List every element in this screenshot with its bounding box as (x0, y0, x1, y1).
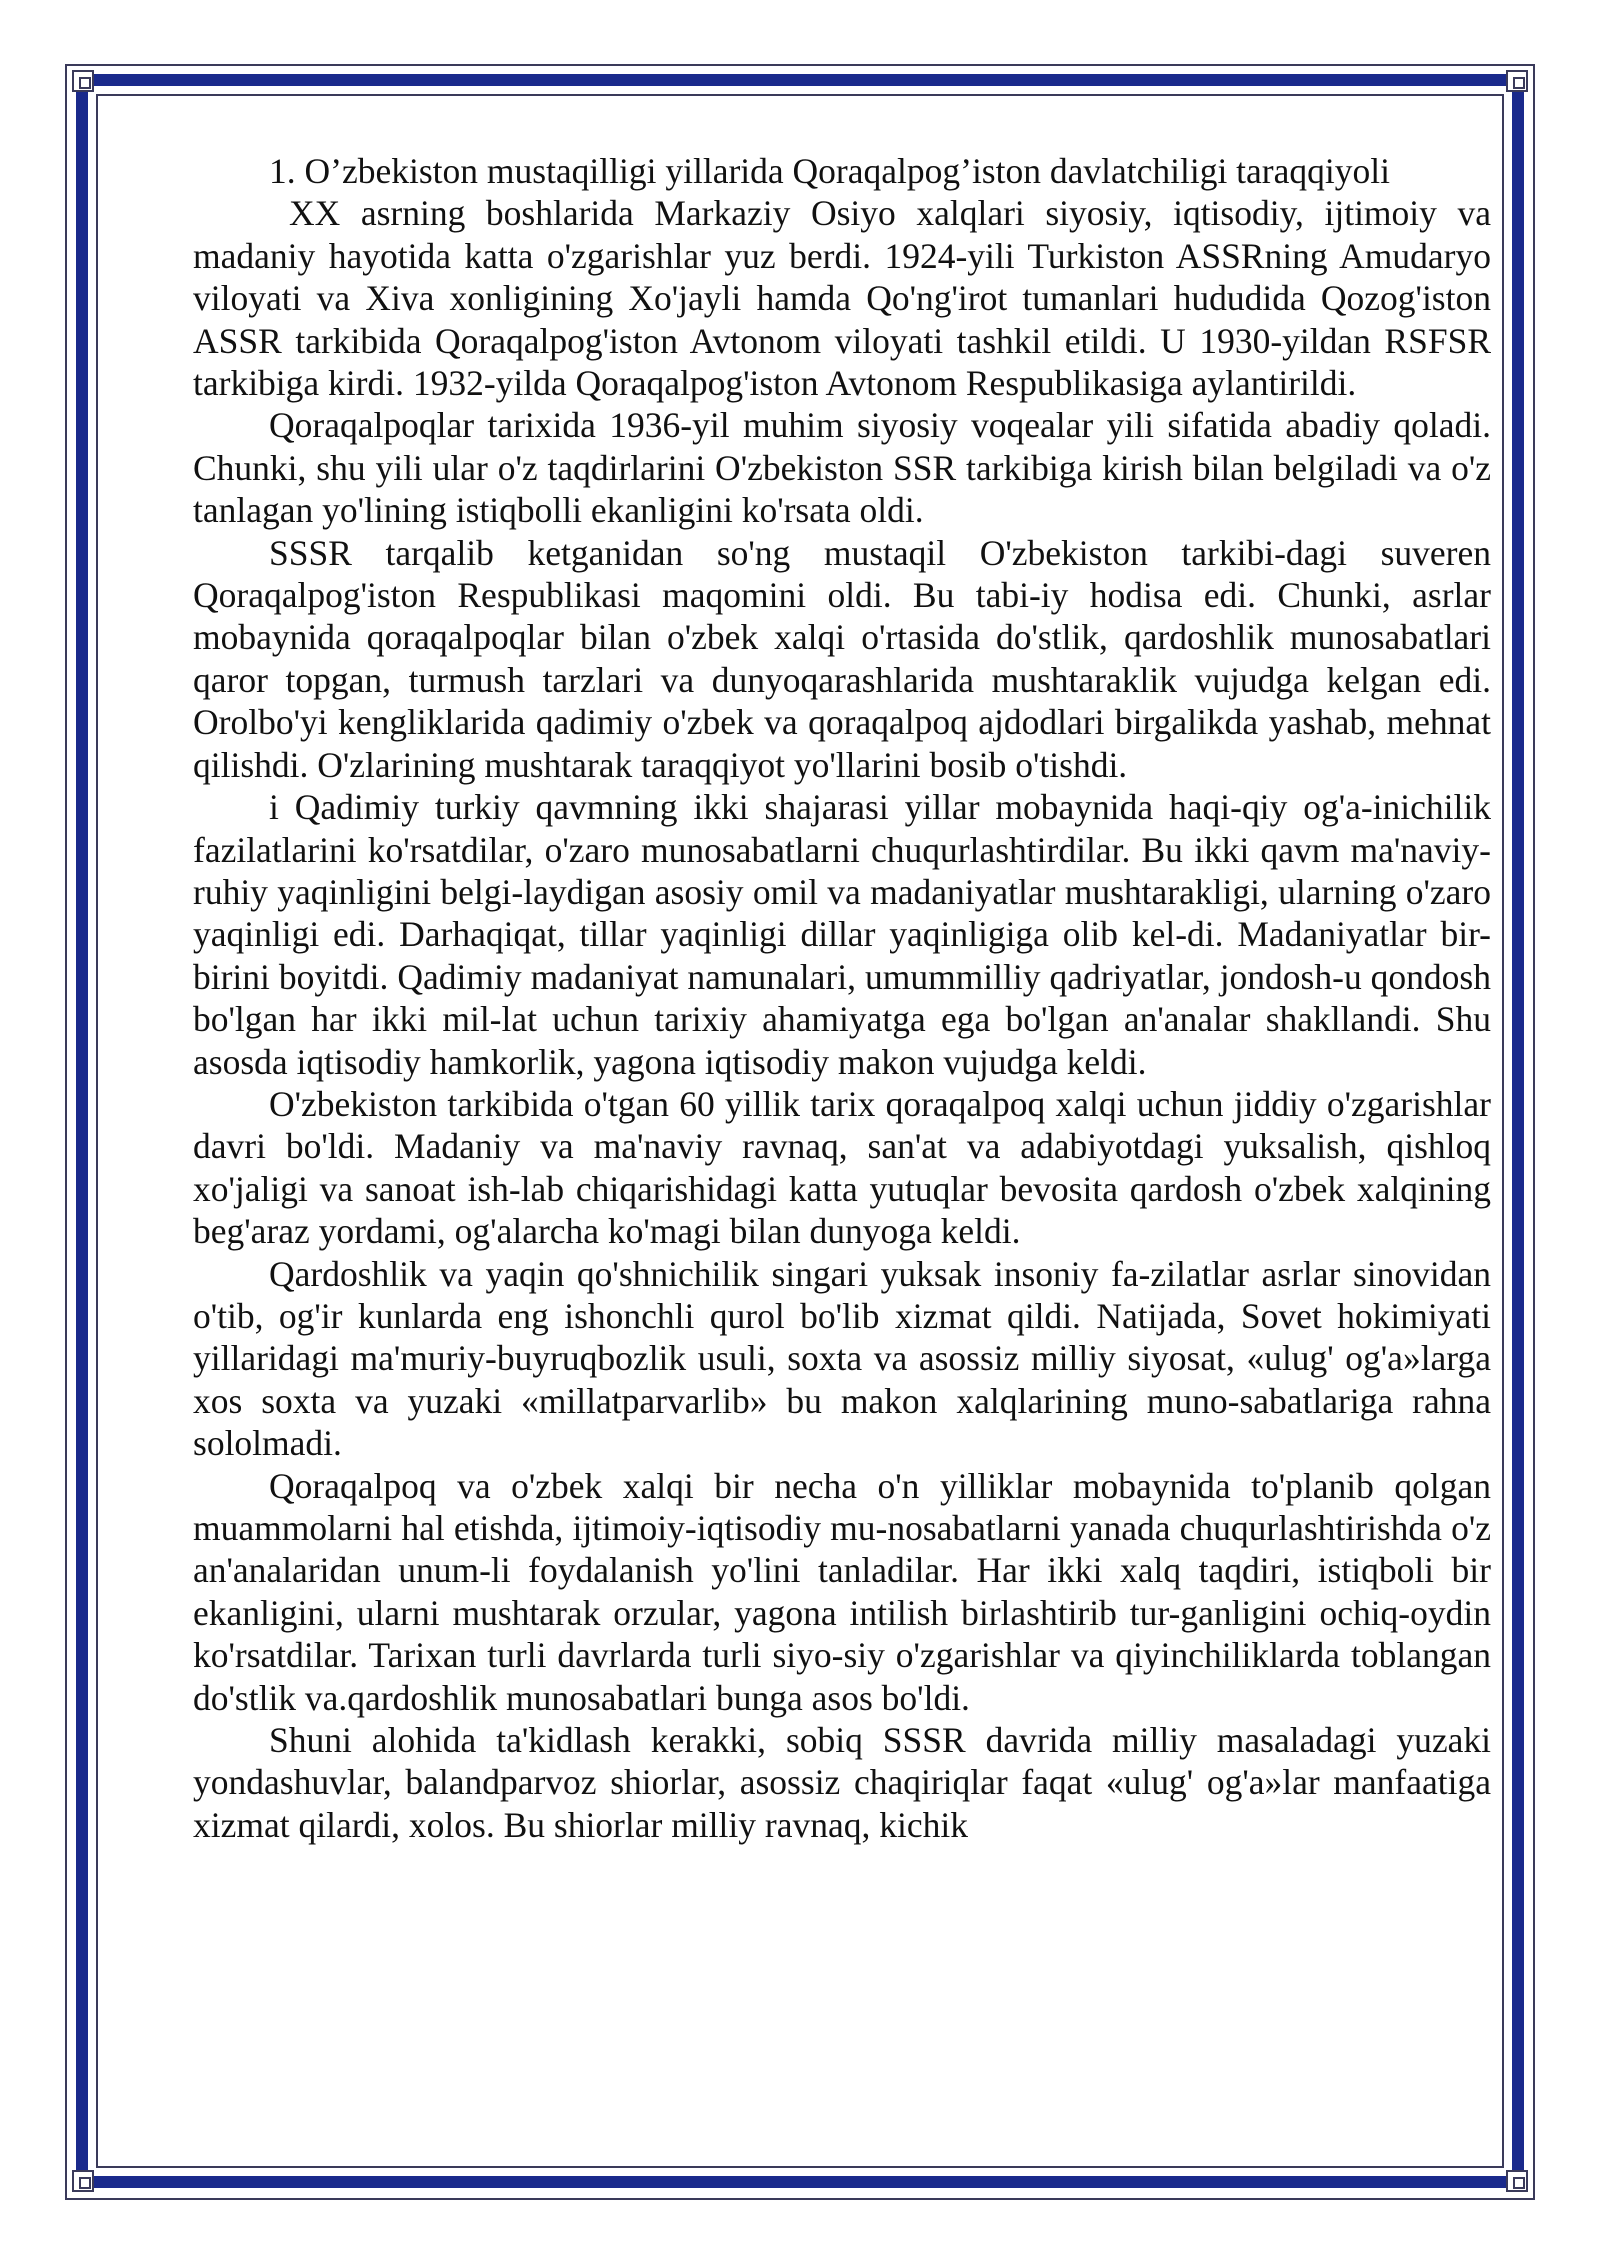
document-body (193, 150, 1491, 1846)
paragraph-8: Shuni alohida ta'kidlash kerakki, sobiq SSSR davrida milliy masaladagi yuzaki yondashuvlar, balandparvoz shiorlar, asossiz chaqiriqlar faqat «ulug' og'a»lar manfaatiga xizmat qilardi, xolos. Bu shiorlar milliy ravnaq, kichik (193, 1720, 1491, 1845)
corner-ornament-top-right (1506, 70, 1528, 92)
paragraph-1: XX asrning boshlarida Markaziy Osiyo xalqlari siyosiy, iqtisodiy, ijtimoiy va madaniy hayotida katta o'zgarishlar yuz berdi. 1924-yili Turkiston ASSRning Amudaryo viloyati va Xiva xonligining Xo'jayli hamda Qo'ng'irot tumanlari hududida Qozog'iston ASSR tarkibida Qoraqalpog'iston Avtonom viloyati tashkil etildi. U 1930-yildan RSFSR tarkibiga kirdi. 1932-yilda Qoraqalpog'iston Avtonom Respublikasiga aylantirildi. (193, 193, 1491, 404)
corner-ornament-bottom-left (72, 2170, 94, 2192)
paragraph-7: Qoraqalpoq va o'zbek xalqi bir necha o'n yilliklar mobaynida to'planib qolgan muammolarni hal etishda, ijtimoiy-iqtisodiy mu-nosabatlarni yanada chuqurlashtirishda o'z an'analaridan unum-li foydalanish yo'lini tanladilar. Har ikki xalq taqdiri, istiqboli bir ekanligini, ularni mushtarak orzular, yagona intilish birlashtirib tur-ganligini ochiq-oydin ko'rsatdilar. Tarixan turli davrlarda turli siyo-siy o'zgarishlar va qiyinchiliklarda toblangan do'stlik va.qardoshlik munosabatlari bunga asos bo'ldi. (193, 1465, 1491, 1718)
paragraph-4: i Qadimiy turkiy qavmning ikki shajarasi yillar mobaynida haqi-qiy og'a-inichilik fazilatlarini ko'rsatdilar, o'zaro munosabatlarni chuqurlashtirdilar. Bu ikki qavm ma'naviy-ruhiy yaqinligini belgi-laydigan asosiy omil va madaniyatlar mushtarakligi, ularning o'zaro yaqinligi edi. Darhaqiqat, tillar yaqinligi dillar yaqinligiga olib kel-di. Madaniyatlar bir-birini boyitdi. Qadimiy madaniyat namunalari, umummilliy qadriyatlar, jondosh-u qondosh bo'lgan har ikki mil-lat uchun tarixiy ahamiyatga ega bo'lgan an'analar shakllandi. Shu asosda iqtisodiy hamkorlik, yagona iqtisodiy makon vujudga keldi. (193, 787, 1491, 1082)
corner-ornament-top-left (72, 70, 94, 92)
paragraph-3: SSSR tarqalib ketganidan so'ng mustaqil O'zbekiston tarkibi-dagi suveren Qoraqalpog'iston Respublikasi maqomini oldi. Bu tabi-iy hodisa edi. Chunki, asrlar mobaynida qoraqalpoqlar bilan o'zbek xalqi o'rtasida do'stlik, qardoshlik munosabatlari qaror topgan, turmush tarzlari va dunyoqarashlarida mushtaraklik vujudga kelgan edi. Orolbo'yi kengliklarida qadimiy o'zbek va qoraqalpoq ajdodlari birgalikda yashab, mehnat qilishdi. O'zlarining mushtarak taraqqiyot yo'llarini bosib o'tishdi. (193, 532, 1491, 785)
corner-ornament-bottom-right (1506, 2170, 1528, 2192)
paragraph-6: Qardoshlik va yaqin qo'shnichilik singari yuksak insoniy fa-zilatlar asrlar sinovidan o'tib, og'ir kunlarda eng ishonchli qurol bo'lib xizmat qildi. Natijada, Sovet hokimiyati yillaridagi ma'muriy-buyruqbozlik usuli, soxta va asossiz milliy siyosat, «ulug' og'a»larga xos soxta va yuzaki «millatparvarlib» bu makon xalqlarining muno-sabatlariga rahna sololmadi. (193, 1253, 1491, 1464)
section-heading: 1. O’zbekiston mustaqilligi yillarida Qoraqalpog’iston davlatchiligi taraqqiyoli (269, 151, 1390, 191)
paragraph-2: Qoraqalpoqlar tarixida 1936-yil muhim siyosiy voqealar yili sifatida abadiy qoladi. Chunki, shu yili ular o'z taqdirlarini O'zbekiston SSR tarkibiga kirish bilan belgiladi va o'z tanlagan yo'lining istiqbolli ekanligini ko'rsata oldi. (193, 405, 1491, 531)
paragraph-5: O'zbekiston tarkibida o'tgan 60 yillik tarix qoraqalpoq xalqi uchun jiddiy o'zgarishlar davri bo'ldi. Madaniy va ma'naviy ravnaq, san'at va adabiyotdagi yuksalish, qishloq xo'jaligi va sanoat ish-lab chiqarishidagi katta yutuqlar bevosita qardosh o'zbek xalqining beg'araz yordami, og'alarcha ko'magi bilan dunyoga keldi. (193, 1083, 1491, 1252)
